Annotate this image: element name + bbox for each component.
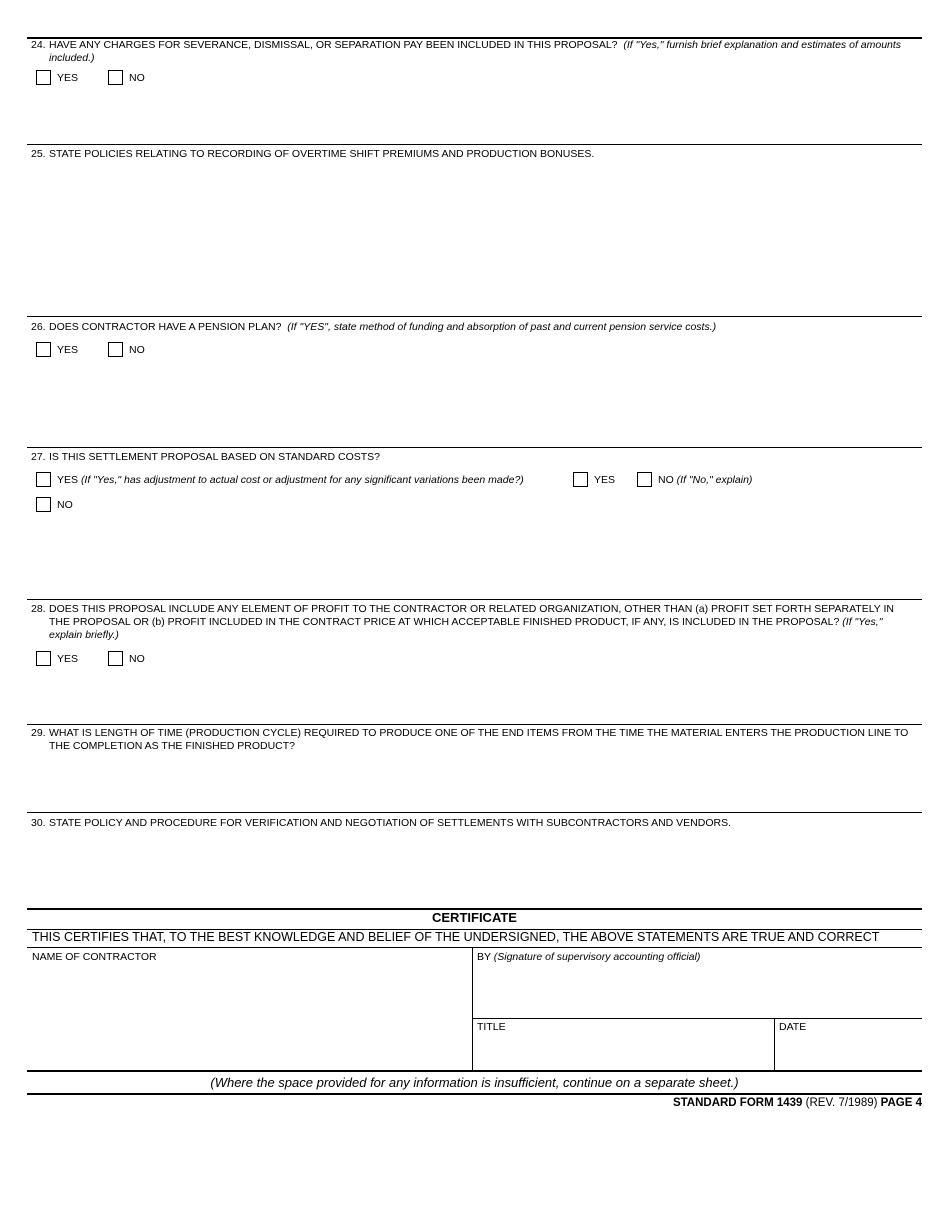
question-number: 24.: [31, 39, 46, 51]
question-30: [31, 817, 911, 830]
form-revision: (REV. 7/1989): [805, 1097, 878, 1109]
question-text: STATE POLICIES RELATING TO RECORDING OF OVERTIME SHIFT PREMIUMS AND PRODUCTION BONUSES.: [49, 148, 595, 160]
checkbox-box[interactable]: [36, 70, 51, 85]
question-27: [31, 451, 911, 464]
q27-no-checkbox[interactable]: [36, 497, 73, 512]
checkbox-note: (If "Yes," has adjustment to actual cost or adjustment for any significant variations been made?): [80, 473, 524, 486]
divider: [27, 316, 922, 317]
question-number: 29.: [31, 727, 46, 739]
divider: [27, 599, 922, 600]
divider: [27, 724, 922, 725]
checkbox-box[interactable]: [36, 651, 51, 666]
form-name: STANDARD FORM 1439: [672, 1097, 803, 1109]
question-24: [31, 39, 911, 65]
certificate-title: CERTIFICATE: [432, 910, 517, 925]
divider: [27, 1070, 922, 1072]
checkbox-label: NO (If "No," explain): [658, 473, 753, 486]
divider: [27, 1093, 922, 1095]
checkbox-box[interactable]: [108, 342, 123, 357]
q24-no-checkbox[interactable]: [108, 70, 145, 85]
question-25: [31, 148, 911, 161]
checkbox-label: YES: [57, 652, 79, 665]
divider: [27, 144, 922, 145]
name-of-contractor-label: NAME OF CONTRACTOR: [32, 951, 157, 963]
question-text: STATE POLICY AND PROCEDURE FOR VERIFICATION AND NEGOTIATION OF SETTLEMENTS WITH SUBCONTRACTORS AND VENDORS.: [49, 817, 731, 829]
checkbox-box[interactable]: [637, 472, 652, 487]
q26-yes-checkbox[interactable]: [36, 342, 78, 357]
q26-no-checkbox[interactable]: [108, 342, 145, 357]
question-note: (If "YES", state method of funding and absorption of past and current pension service costs.): [287, 321, 717, 333]
divider: [774, 1018, 775, 1070]
form-identifier: [673, 1097, 922, 1109]
checkbox-label: YES: [57, 343, 79, 356]
divider: [27, 947, 922, 948]
question-number: 28.: [31, 603, 46, 615]
question-text: DOES THIS PROPOSAL INCLUDE ANY ELEMENT OF PROFIT TO THE CONTRACTOR OR RELATED ORGANIZATION, OTHER THAN (a) PROFIT SET FORTH SEPARATELY IN THE PROPOSAL OR (b) PROFIT INCLUDED IN THE CONTRACT PRICE AT WHICH ACCEPTABLE FINISHED PRODUCT, IF ANY, IS INCLUDED IN THE PROPOSAL? (If "Yes," explain briefly.): [49, 603, 895, 641]
checkbox-label: YES: [57, 71, 79, 84]
question-number: 30.: [31, 817, 46, 829]
page-number: PAGE 4: [880, 1097, 922, 1109]
checkbox-note: (If "No," explain): [676, 473, 753, 486]
checkbox-box[interactable]: [108, 70, 123, 85]
divider: [27, 447, 922, 448]
certificate-statement: THIS CERTIFIES THAT, TO THE BEST KNOWLEDGE AND BELIEF OF THE UNDERSIGNED, THE ABOVE STATEMENTS ARE TRUE AND CORRECT: [32, 930, 880, 944]
q28-yes-checkbox[interactable]: [36, 651, 78, 666]
q28-no-checkbox[interactable]: [108, 651, 145, 666]
question-text: IS THIS SETTLEMENT PROPOSAL BASED ON STANDARD COSTS?: [49, 451, 381, 463]
question-note: (If "Yes," explain briefly.): [49, 616, 883, 641]
q27-sub-yes-checkbox[interactable]: [573, 472, 615, 487]
question-number: 25.: [31, 148, 46, 160]
q27-sub-no-checkbox[interactable]: [637, 472, 752, 487]
checkbox-box[interactable]: [36, 472, 51, 487]
by-signature-label: BY (Signature of supervisory accounting official): [477, 951, 701, 963]
question-note: (If "Yes," furnish brief explanation and estimates of amounts included.): [49, 39, 902, 64]
checkbox-label: NO: [129, 343, 145, 356]
checkbox-label: NO: [129, 652, 145, 665]
question-text: WHAT IS LENGTH OF TIME (PRODUCTION CYCLE) REQUIRED TO PRODUCE ONE OF THE END ITEMS FROM THE TIME THE MATERIAL ENTERS THE PRODUCTION LINE TO THE COMPLETION AS THE FINISHED PRODUCT?: [49, 727, 909, 752]
question-29: [31, 727, 911, 753]
divider: [472, 1018, 922, 1019]
footer-note: (Where the space provided for any information is insufficient, continue on a separate sheet.): [210, 1075, 739, 1090]
question-26: [31, 321, 911, 334]
q24-yes-checkbox[interactable]: [36, 70, 78, 85]
question-28: [31, 603, 911, 642]
checkbox-label: NO: [129, 71, 145, 84]
divider: [27, 812, 922, 813]
question-text: DOES CONTRACTOR HAVE A PENSION PLAN? (If "YES", state method of funding and absorption of past and current pension service costs.): [49, 321, 717, 333]
q27-yes-checkbox[interactable]: [36, 472, 524, 487]
checkbox-box[interactable]: [108, 651, 123, 666]
title-label: TITLE: [477, 1021, 506, 1033]
checkbox-box[interactable]: [573, 472, 588, 487]
checkbox-label: YES: [594, 473, 616, 486]
date-label: DATE: [779, 1021, 807, 1033]
checkbox-box[interactable]: [36, 497, 51, 512]
checkbox-label: YES (If "Yes," has adjustment to actual cost or adjustment for any significant variations been made?): [57, 473, 524, 486]
question-number: 27.: [31, 451, 46, 463]
question-text: HAVE ANY CHARGES FOR SEVERANCE, DISMISSAL, OR SEPARATION PAY BEEN INCLUDED IN THIS PROPOSAL? (If "Yes," furnish brief explanation and estimates of amounts included.): [49, 39, 902, 64]
checkbox-label: NO: [57, 498, 73, 511]
question-number: 26.: [31, 321, 46, 333]
checkbox-box[interactable]: [36, 342, 51, 357]
divider: [472, 948, 473, 1070]
